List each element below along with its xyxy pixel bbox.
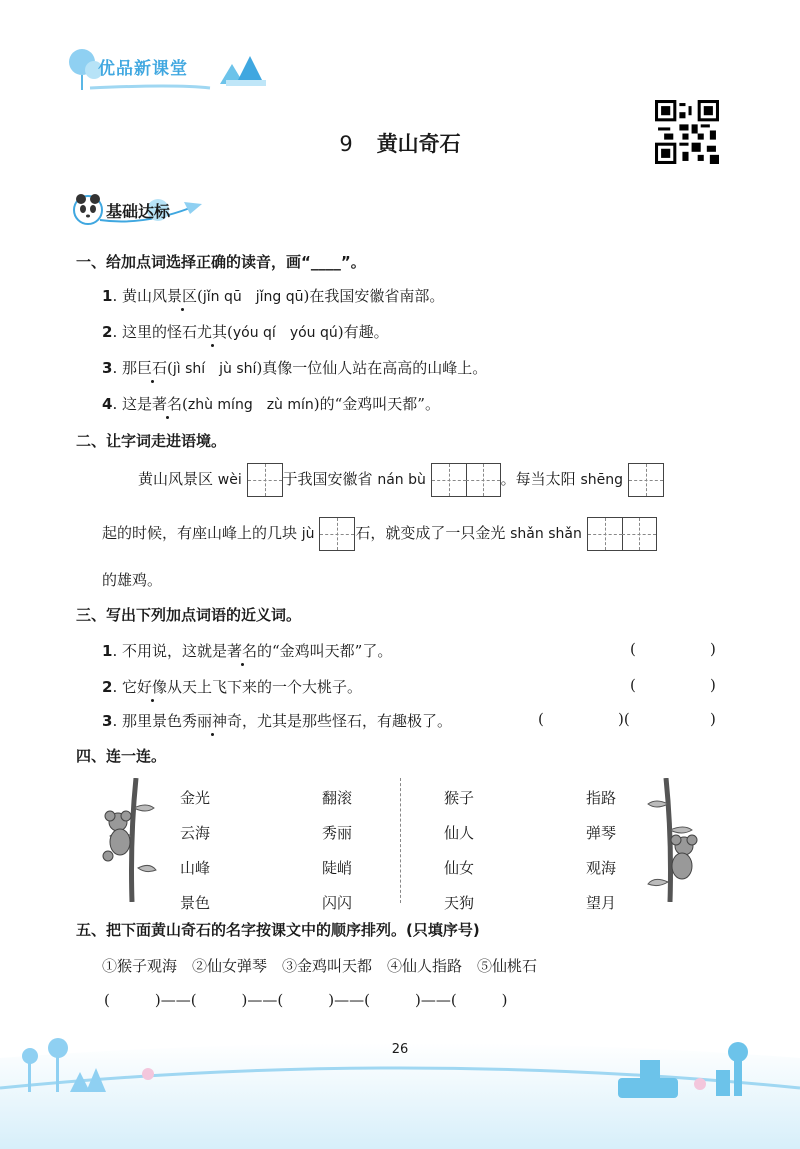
- text: 它: [121, 678, 137, 696]
- col-4: [586, 781, 616, 921]
- writing-box[interactable]: [628, 463, 664, 497]
- answer-open-paren[interactable]: (: [630, 640, 636, 658]
- text: )有趣。: [337, 323, 389, 341]
- col-1: [180, 781, 210, 921]
- pinyin-options[interactable]: jǐn qū jǐng qū: [202, 289, 304, 305]
- brand-logo: [60, 40, 290, 95]
- text: (: [167, 359, 173, 377]
- text: 起的时候，有座山峰上的几块: [102, 524, 298, 542]
- s2-heading: 二、让字词走进语境。: [76, 432, 227, 450]
- text: )的“金鸡叫天都”。: [313, 395, 440, 413]
- s5-heading: 五、把下面黄山奇石的名字按课文中的顺序排列。(只填序号): [76, 921, 480, 939]
- s3-item-3: 3. 那里景色秀丽神奇，尤其是那些怪石，有趣极了。: [102, 712, 453, 730]
- dotted-text: 著名: [227, 642, 258, 660]
- word[interactable]: 弹琴: [586, 824, 617, 842]
- text: 的“金鸡叫天都”了。: [257, 642, 393, 660]
- s2-line-1: [138, 463, 664, 497]
- answer-open-paren[interactable]: (: [538, 710, 544, 728]
- word[interactable]: 山峰: [180, 859, 211, 877]
- col-3: [444, 781, 474, 921]
- text: 于我国安徽省: [282, 470, 373, 488]
- answer-close-paren: ): [710, 640, 716, 658]
- answer-paren-pair[interactable]: )(: [618, 710, 630, 728]
- text: 黄山风: [121, 287, 167, 305]
- qr-code-icon[interactable]: [655, 100, 719, 164]
- word[interactable]: 景色: [180, 894, 211, 912]
- word[interactable]: 陡峭: [322, 859, 353, 877]
- s2-line-2: [102, 517, 657, 551]
- pinyin-prompt: nán bù: [377, 472, 426, 488]
- s5-options: ①猴子观海 ②仙女弹琴 ③金鸡叫天都 ④仙人指路 ⑤仙桃石: [102, 957, 538, 975]
- dotted-word: [167, 287, 197, 305]
- text: 这是: [121, 395, 152, 413]
- item-number: 3: [102, 359, 113, 377]
- pinyin-options[interactable]: jì shí jù shí: [172, 361, 257, 377]
- answer-close-paren: ): [710, 710, 716, 728]
- dotted-word: [137, 359, 167, 377]
- page-number: 26: [391, 1042, 409, 1057]
- text: 。每当太阳: [500, 470, 576, 488]
- text: (: [182, 395, 188, 413]
- footer-decoration: [0, 1018, 800, 1149]
- brand-name: 优品新课堂: [98, 59, 188, 79]
- koala-left-icon: [98, 778, 162, 906]
- answer-close-paren: ): [710, 676, 716, 694]
- column-divider: [400, 778, 401, 903]
- dotted-word: [137, 678, 167, 696]
- item-number: 2: [102, 323, 113, 341]
- text: 石，就变成了一只金光: [355, 524, 506, 542]
- word[interactable]: 秀丽: [322, 824, 353, 842]
- writing-box[interactable]: [431, 463, 501, 497]
- word[interactable]: 翻滚: [322, 789, 353, 807]
- text: 那里景色: [121, 712, 182, 730]
- dotted-word: [182, 712, 242, 730]
- text: 不用说，这就是: [121, 642, 227, 660]
- col-2: [322, 781, 352, 921]
- text: 这里的怪石: [121, 323, 197, 341]
- dotted-text: 好像: [137, 678, 168, 696]
- s4-heading: 四、连一连。: [76, 747, 167, 765]
- text: (: [197, 287, 203, 305]
- writing-box[interactable]: [587, 517, 657, 551]
- item-number: 2: [102, 678, 113, 696]
- s3-item-1: 1. 不用说，这就是著名的“金鸡叫天都”了。: [102, 642, 393, 660]
- pinyin-prompt: jù: [301, 526, 315, 542]
- dotted-text: 巨石: [137, 359, 168, 377]
- word[interactable]: 望月: [586, 894, 617, 912]
- text: 从天上飞下来的一个大桃子。: [167, 678, 363, 696]
- pinyin-prompt: shǎn shǎn: [510, 526, 582, 542]
- dotted-text: 景区: [167, 287, 198, 305]
- s1-heading: 一、给加点词选择正确的读音，画“____”。: [76, 253, 366, 271]
- dotted-text: 著名: [152, 395, 183, 413]
- writing-box[interactable]: [247, 463, 283, 497]
- word[interactable]: 指路: [586, 789, 617, 807]
- pinyin-options[interactable]: yóu qí yóu qú: [232, 325, 338, 341]
- text: 黄山风景区: [138, 470, 214, 488]
- dotted-word: [152, 395, 182, 413]
- word[interactable]: 观海: [586, 859, 617, 877]
- s3-heading: 三、写出下列加点词语的近义词。: [76, 606, 302, 624]
- s1-item-3: 3. 那巨石(jì shí jù shí)真像一位仙人站在高高的山峰上。: [102, 359, 488, 377]
- writing-box[interactable]: [319, 517, 355, 551]
- s1-item-1: 1. 黄山风景区(jǐn qū jǐng qū)在我国安徽省南部。: [102, 287, 445, 305]
- word[interactable]: 闪闪: [322, 894, 353, 912]
- text: )在我国安徽省南部。: [303, 287, 445, 305]
- word[interactable]: 仙女: [444, 859, 475, 877]
- item-number: 1: [102, 287, 113, 305]
- dotted-text: 秀丽神奇: [182, 712, 243, 730]
- item-number: 1: [102, 642, 113, 660]
- pinyin-options[interactable]: zhù míng zù mín: [187, 397, 314, 413]
- word[interactable]: 云海: [180, 824, 211, 842]
- dotted-word: [227, 642, 257, 660]
- pinyin-prompt: wèi: [217, 472, 242, 488]
- lesson-title: 黄山奇石: [376, 132, 461, 156]
- item-number: 3: [102, 712, 113, 730]
- section-badge: [72, 190, 212, 230]
- text: )真像一位仙人站在高高的山峰上。: [256, 359, 488, 377]
- s2-line-3: 的雄鸡。: [102, 571, 163, 589]
- word[interactable]: 金光: [180, 789, 211, 807]
- lesson-number: 9: [339, 132, 353, 156]
- text: ，尤其是那些怪石，有趣极了。: [242, 712, 453, 730]
- answer-open-paren[interactable]: (: [630, 676, 636, 694]
- pinyin-prompt: shēng: [580, 472, 623, 488]
- koala-right-icon: [640, 778, 704, 906]
- text: (: [227, 323, 233, 341]
- s3-item-2: 2. 它好像从天上飞下来的一个大桃子。: [102, 678, 363, 696]
- s5-answer-sequence[interactable]: ( )——( )——( )——( )——( ): [104, 991, 508, 1009]
- s1-item-2: 2. 这里的怪石尤其(yóu qí yóu qú)有趣。: [102, 323, 389, 341]
- word[interactable]: 猴子: [444, 789, 475, 807]
- badge-label: 基础达标: [106, 202, 171, 221]
- text: 那: [121, 359, 137, 377]
- dotted-word: [197, 323, 227, 341]
- item-number: 4: [102, 395, 113, 413]
- dotted-text: 尤其: [197, 323, 228, 341]
- word[interactable]: 天狗: [444, 894, 475, 912]
- s1-item-4: 4. 这是著名(zhù míng zù mín)的“金鸡叫天都”。: [102, 395, 440, 413]
- word[interactable]: 仙人: [444, 824, 475, 842]
